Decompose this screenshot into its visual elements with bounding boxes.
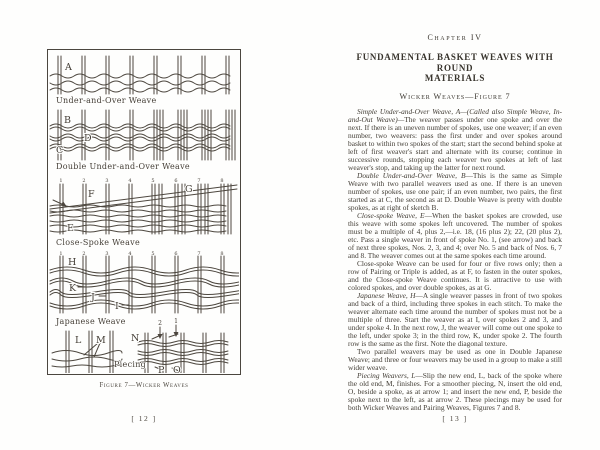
- arrow-number-1: 1: [174, 318, 178, 325]
- start-arrow-head: [61, 201, 67, 207]
- section-heading: Wicker Weaves—Figure 7: [399, 91, 511, 101]
- label-A: A: [65, 62, 72, 73]
- spoke-number: 8: [220, 251, 224, 257]
- figure-7-box: [47, 49, 241, 375]
- chapter-heading: Chapter IV: [427, 33, 483, 42]
- spoke-number: 7: [197, 178, 201, 184]
- label-M: M: [96, 335, 106, 346]
- body-text: [348, 108, 562, 412]
- japanese-weavers: [50, 267, 239, 309]
- spoke-number: 8: [220, 178, 224, 184]
- pairing-row-band: [50, 185, 237, 213]
- spoke-number: 1: [59, 251, 63, 257]
- piecing-right-spokes: [145, 333, 224, 373]
- label-F: F: [88, 189, 95, 200]
- label-H: H: [68, 257, 77, 268]
- paragraph-simple-weave: Simple Under-and-Over Weave, A—(Called also Simple Weave, In-and-Out Weave)—The weaver passes under one spoke and over the next. If there is an uneven number of spokes, use one weaver; if an even number, two weavers: pass the first under and over spokes around basket to within two spokes of the start; start the second behind spoke at left of first weaver's start and alternate with its course; continue in successive rounds, stopping each weaver two spokes at left of last weaver's stop, and taking up the latter for next round.: [348, 106, 562, 172]
- paragraph-japanese-2: Two parallel weavers may be used as one in Double Japanese Weave; and three or four weavers may be used in a group to make a still wider weave.: [348, 346, 562, 372]
- caption-double-under-over: Double Under-and-Over Weave: [56, 162, 190, 171]
- arrow-number-2: 2: [158, 320, 162, 327]
- paragraph-close-spoke-2: Close-spoke Weave can be used for four or five rows only; then a row of Pairing or Triple is added, as at F, to fasten in the outer spokes, and the Close-spoke Weave continues. It is attractive to use with colored spokes, and over double spokes, as at G.: [348, 258, 562, 292]
- page-title: [348, 52, 562, 84]
- label-E: E: [67, 223, 74, 234]
- right-page-number: [ 13 ]: [442, 414, 468, 423]
- paragraph-japanese: Japanese Weave, H—A single weaver passes in front of two spokes and back of a third, including three spokes in each stitch. To make the weaver alternate each time around the number of spokes must not be a multiple of three. Start the weaver as at I, over spokes 2 and 3, and under spoke 4. In the next row, J, the weaver will come out one spoke to the left, under spoke 3; in the third row, K, under spoke 2. The fourth row is the same as the first. Note the diagonal texture.: [348, 290, 562, 348]
- spoke-number: 6: [174, 251, 178, 257]
- caption-piecing: Piecing: [114, 360, 147, 369]
- caption-under-over: Under-and-Over Weave: [56, 96, 157, 105]
- label-O: O: [173, 365, 181, 373]
- weave-diagram: [48, 50, 239, 373]
- spoke-number: 5: [151, 178, 155, 184]
- spoke-number: 3: [105, 251, 109, 257]
- label-L: L: [75, 335, 82, 346]
- label-I: I: [115, 301, 119, 312]
- left-page-number: [ 12 ]: [131, 414, 157, 423]
- label-J: J: [91, 292, 95, 303]
- piecing-right-weavers: [138, 341, 228, 365]
- spoke-number: 7: [197, 251, 201, 257]
- label-K: K: [69, 283, 77, 294]
- page-title-line2: MATERIALS: [424, 73, 486, 83]
- spoke-number: 3: [105, 178, 109, 184]
- double-weave-weavers: [50, 124, 230, 151]
- paragraph-piecing: Piecing Weavers, L—Slip the new end, L, back of the spoke where the old end, M, finishes. For a smoother piecing, N, insert the old end, O, beside a spoke, as at arrow 1; and insert the new end, P, beside the spoke next to the left, as at arrow 2. These piecings may be used for both Wicker Weaves and Pairing Weaves, Figures 7 and 8.: [348, 370, 562, 412]
- label-C: C: [56, 145, 64, 156]
- label-D: D: [84, 133, 92, 144]
- spoke-number: 5: [151, 251, 155, 257]
- spoke-number: 2: [82, 178, 86, 184]
- label-P: P: [158, 365, 165, 373]
- label-B: B: [64, 115, 71, 126]
- paragraph-double-weave: Double Under-and-Over Weave, B—This is the same as Simple Weave with two parallel weavers used as one. If there is an uneven number of spokes, use one pair; if an even number, two pairs, the first started as at C, the second as at D. Double Weave is pretty with double spokes, as at right of sketch B.: [348, 170, 562, 212]
- spoke-number: 1: [59, 178, 63, 184]
- spoke-number: 2: [82, 251, 86, 257]
- paragraph-close-spoke: Close-spoke Weave, E—When the basket spokes are crowded, use this weave with some spokes left uncovered. The number of spokes must be a multiple of 4, plus 2,—i.e. 18, (16 plus 2); 22, (20 plus 2), etc. Pass a single weaver in front of spoke No. 1, (see arrow) and back of next three spokes, Nos. 2, 3, and 4; over No. 5 and back of Nos. 6, 7 and 8. The weaver comes out at the same spokes each time around.: [348, 210, 562, 260]
- caption-japanese: Japanese Weave: [56, 317, 126, 326]
- caption-close-spoke: Close-Spoke Weave: [56, 238, 141, 247]
- under-over-weavers: [50, 74, 230, 92]
- page-title-line1: FUNDAMENTAL BASKET WEAVES WITH ROUND: [356, 52, 554, 73]
- label-N: N: [131, 333, 140, 344]
- figure-caption: Figure 7—Wicker Weaves: [99, 382, 189, 389]
- spoke-number: 4: [128, 251, 132, 257]
- label-G: G: [185, 184, 193, 195]
- right-page: [348, 33, 562, 412]
- spoke-number: 6: [174, 178, 178, 184]
- spoke-number: 4: [128, 178, 132, 184]
- close-spoke-weavers: [50, 205, 226, 232]
